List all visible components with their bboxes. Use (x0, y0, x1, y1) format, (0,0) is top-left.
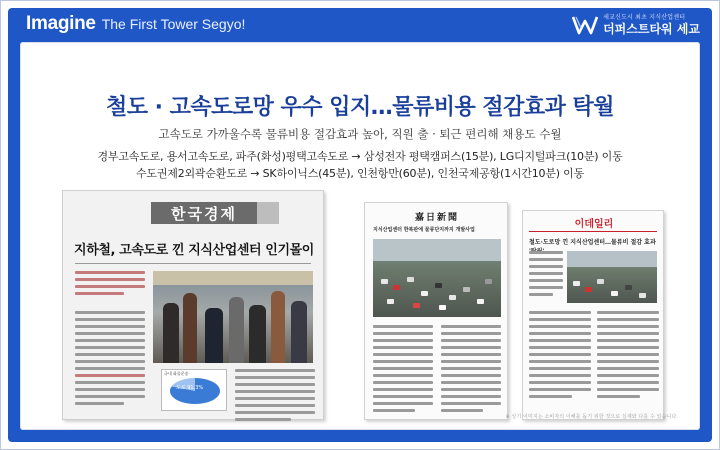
edaily-text-right (597, 311, 659, 402)
disclaimer: ※ 상기 이미지는 소비자의 이해를 돕기 위한 것으로 실제와 다를 수 있습니다. (505, 414, 678, 420)
subheadline: 고속도로 가까울수록 물류비용 절감효과 높아, 직원 출 · 퇴근 편리해 채용도 수월 (158, 127, 562, 141)
tower-logo (572, 12, 700, 38)
hankyung-headline: 지하철, 고속도로 낀 지식산업센터 인기몰이 (74, 243, 314, 258)
edaily-text-side (529, 251, 563, 300)
freight-chart (161, 369, 227, 411)
edaily-headline: 철도·도로망 낀 지식산업센터…물류비 절감 효과 (529, 239, 656, 246)
clipping-2-text-right (441, 325, 501, 416)
traffic-photo-2 (373, 239, 501, 317)
route-line-2: 수도권제2외곽순환도로 → SK하이닉스(45분), 인천항만(60분), 인천국제공항(1시간10분) 이동 (135, 167, 585, 180)
article-text-left (75, 271, 145, 299)
brand-tagline: The First Tower Segyo! (101, 16, 246, 32)
w-logo-icon (572, 14, 598, 36)
edaily-rule (529, 231, 657, 232)
masthead-tail (257, 202, 279, 224)
article-text-left-2 (75, 311, 145, 409)
subway-photo (153, 271, 313, 363)
logo-tagline: 세교신도시 최초 지식산업센터 (603, 14, 686, 21)
edaily-clipping (522, 210, 664, 420)
clipping-2-text-left (373, 325, 433, 416)
content-panel (20, 42, 700, 430)
route-line-1: 경부고속도로, 용서고속도로, 파주(화성)평택고속도로 → 삼성전자 평택캠퍼스(15분), LG디지털파크(10분) 이동 (97, 150, 623, 163)
brand-title: Imagine (26, 13, 96, 34)
main-headline: 철도 · 고속도로망 우수 입지…물류비용 절감효과 탁월 (105, 95, 615, 120)
clipping-2-masthead: 嘉日新聞 (414, 213, 459, 223)
traffic-photo-3 (567, 251, 657, 303)
article-text-right (235, 369, 315, 425)
pie-label: 도로 91.3% (176, 385, 204, 391)
clipping-2 (364, 202, 508, 420)
edaily-text-left (529, 311, 591, 402)
brand (26, 13, 245, 35)
chart-title: 국내 화물운송 (164, 371, 189, 376)
logo-name: 더퍼스트타워 세교 (603, 22, 700, 36)
hankyung-clipping (62, 190, 324, 420)
headline-rule (75, 263, 311, 264)
clipping-2-headline: 지식산업센터 한복판에 물류단지까지 개발사업 (373, 227, 475, 233)
freight-pie (170, 378, 220, 404)
edaily-masthead: 이데일리 (574, 219, 614, 230)
hankyung-masthead: 한국경제 (151, 202, 257, 224)
